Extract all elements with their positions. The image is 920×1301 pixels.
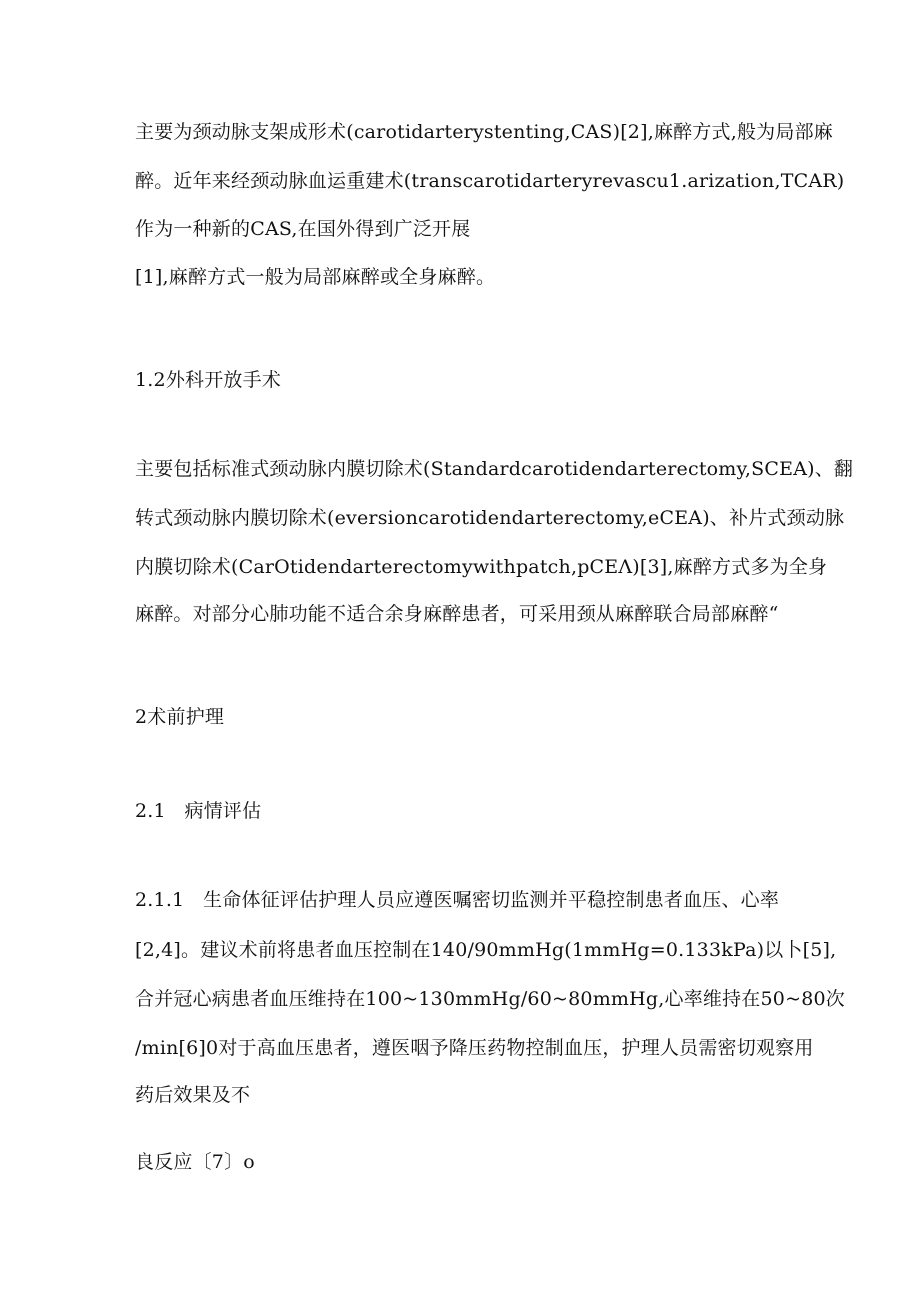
paragraph-4-line-1: 良反应〔7〕o: [135, 1151, 255, 1173]
paragraph-1-line-3: 作为一种新的CAS,在国外得到广泛开展: [135, 218, 471, 240]
section-heading-1-2: 1.2外科开放手术: [135, 369, 282, 391]
section-heading-2-1: 2.1 病情评估: [135, 800, 262, 822]
paragraph-1-line-4: [1],麻醉方式一般为局部麻醉或全身麻醉。: [135, 266, 496, 288]
paragraph-2-line-1: 主要包括标准式颈动脉内膜切除术(Standardcarotidendarterectomy,SCEA)、翻: [135, 458, 854, 480]
paragraph-1-line-1: 主要为颈动脉支架成形术(carotidarterystenting,CAS)[2],麻醉方式,般为局部麻: [135, 121, 833, 143]
paragraph-3-line-4: ∕min[6]0对于高血压患者，遵医咽予降压药物控制血压，护理人员需密切观察用: [135, 1037, 814, 1059]
paragraph-3-line-3: 合并冠心病患者血压维持在100~130mmHg∕60~80mmHg,心率维持在50~80次: [135, 988, 845, 1010]
paragraph-3-line-1: 2.1.1 生命体征评估护理人员应遵医嘱密切监测并平稳控制患者血压、心率: [135, 889, 780, 911]
paragraph-2-line-3: 内膜切除术(CarOtidendarterectomywithpatch,pCEΛ)[3],麻醉方式多为全身: [135, 556, 828, 578]
paragraph-3-line-2: [2,4]。建议术前将患者血压控制在140/90mmHg(1mmHg=0.133kPa)以卜[5],: [135, 939, 837, 961]
paragraph-2-line-4: 麻醉。对部分心肺功能不适合余身麻醉患者，可采用颈从麻醉联合局部麻醉“: [135, 603, 779, 625]
paragraph-3-line-5: 药后效果及不: [135, 1084, 251, 1106]
paragraph-1-line-2: 醉。近年来经颈动脉血运重建术(transcarotidarteryrevascu1.arization,TCAR): [135, 170, 845, 192]
paragraph-2-line-2: 转式颈动脉内膜切除术(eversioncarotidendarterectomy,eCEA)、补片式颈动脉: [135, 507, 845, 529]
section-heading-2: 2术前护理: [135, 706, 225, 728]
